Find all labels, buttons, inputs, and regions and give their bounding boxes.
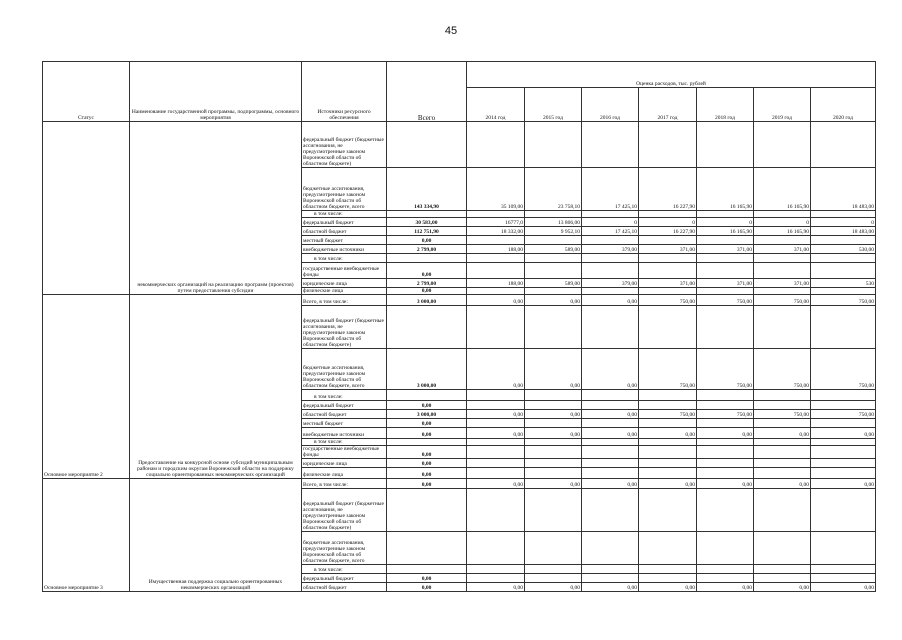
source-label: в том числе: bbox=[302, 390, 387, 401]
source-label: внебюджетные источники bbox=[302, 428, 387, 439]
table-row bbox=[43, 295, 876, 306]
year-value-cell bbox=[467, 468, 525, 479]
source-label: в том числе: bbox=[302, 211, 387, 218]
year-value-cell: 371,00 bbox=[697, 279, 754, 288]
year-value-cell bbox=[811, 439, 876, 446]
year-value-cell bbox=[811, 211, 876, 218]
year-value-cell: 0,00 bbox=[525, 479, 582, 489]
year-value-cell bbox=[811, 574, 876, 583]
year-value-cell bbox=[525, 489, 582, 532]
year-value-cell bbox=[754, 419, 811, 428]
year-value-cell bbox=[467, 489, 525, 532]
year-value-cell bbox=[811, 419, 876, 428]
total-cell: 0,00 bbox=[387, 468, 467, 479]
year-value-cell bbox=[754, 306, 811, 349]
year-value-cell: 589,00 bbox=[525, 245, 582, 254]
year-value-cell: 0,00 bbox=[467, 295, 525, 306]
year-value-cell: 0,00 bbox=[811, 428, 876, 439]
year-value-cell bbox=[811, 390, 876, 401]
year-value-cell bbox=[754, 263, 811, 279]
year-value-cell: 0,00 bbox=[582, 410, 639, 419]
year-value-cell: 750,00 bbox=[639, 295, 697, 306]
year-value-cell: 0 bbox=[639, 218, 697, 227]
year-value-cell: 16 227,90 bbox=[639, 227, 697, 236]
year-value-cell: 188,00 bbox=[467, 279, 525, 288]
year-value-cell: 188,00 bbox=[467, 245, 525, 254]
year-value-cell bbox=[754, 288, 811, 295]
year-value-cell: 750,00 bbox=[811, 349, 876, 390]
year-value-cell: 0,00 bbox=[811, 479, 876, 489]
year-value-cell bbox=[582, 439, 639, 446]
total-cell: 143 334,90 bbox=[387, 168, 467, 211]
year-value-cell: 16 165,90 bbox=[754, 168, 811, 211]
year-value-cell bbox=[811, 263, 876, 279]
year-value-cell: 16 165,90 bbox=[697, 168, 754, 211]
year-value-cell: 530,00 bbox=[811, 245, 876, 254]
year-value-cell bbox=[467, 211, 525, 218]
year-value-cell: 0,00 bbox=[525, 349, 582, 390]
year-value-cell bbox=[467, 390, 525, 401]
header-year: 2017 год bbox=[639, 88, 697, 122]
year-value-cell: 9 952,10 bbox=[525, 227, 582, 236]
year-value-cell bbox=[582, 236, 639, 245]
year-value-cell bbox=[467, 254, 525, 263]
year-value-cell bbox=[639, 122, 697, 168]
year-value-cell bbox=[467, 532, 525, 565]
year-value-cell bbox=[525, 574, 582, 583]
year-value-cell bbox=[582, 211, 639, 218]
header-year: 2019 год bbox=[754, 88, 811, 122]
year-value-cell: 0,00 bbox=[697, 479, 754, 489]
year-value-cell bbox=[697, 211, 754, 218]
year-value-cell bbox=[754, 459, 811, 468]
year-value-cell: 18 483,00 bbox=[811, 168, 876, 211]
year-value-cell bbox=[811, 122, 876, 168]
year-value-cell bbox=[467, 263, 525, 279]
total-cell: 0,00 bbox=[387, 401, 467, 410]
year-value-cell bbox=[525, 211, 582, 218]
year-value-cell bbox=[467, 401, 525, 410]
year-value-cell bbox=[754, 211, 811, 218]
block-name: Предоставление на конкурсной основе субсидий муниципальным районам и городским округам Воронежской области на поддержку социально ориентированных некоммерческих организаций bbox=[130, 295, 302, 479]
year-value-cell bbox=[754, 565, 811, 574]
header-year: 2015 год bbox=[525, 88, 582, 122]
header-sources: Источники ресурсного обеспечения bbox=[302, 62, 387, 122]
year-value-cell bbox=[811, 459, 876, 468]
year-value-cell: 0,00 bbox=[754, 583, 811, 592]
year-value-cell bbox=[525, 306, 582, 349]
year-value-cell bbox=[582, 459, 639, 468]
header-year: 2018 год bbox=[697, 88, 754, 122]
year-value-cell: 0,00 bbox=[467, 479, 525, 489]
year-value-cell bbox=[639, 263, 697, 279]
year-value-cell bbox=[582, 446, 639, 459]
source-label: бюджетные ассигнования, предусмотренные законом Воронежской области об областном бюджете, всего bbox=[302, 168, 387, 211]
year-value-cell: 16777,0 bbox=[467, 218, 525, 227]
year-value-cell bbox=[525, 254, 582, 263]
year-value-cell bbox=[811, 236, 876, 245]
year-value-cell bbox=[525, 401, 582, 410]
year-value-cell: 0 bbox=[754, 218, 811, 227]
year-value-cell: 750,00 bbox=[639, 349, 697, 390]
year-value-cell bbox=[697, 288, 754, 295]
year-value-cell bbox=[811, 532, 876, 565]
year-value-cell bbox=[582, 306, 639, 349]
year-value-cell bbox=[582, 263, 639, 279]
table-row bbox=[43, 122, 876, 168]
year-value-cell: 0,00 bbox=[467, 583, 525, 592]
year-value-cell bbox=[811, 446, 876, 459]
source-label: в том числе: bbox=[302, 254, 387, 263]
year-value-cell bbox=[525, 122, 582, 168]
year-value-cell: 0,00 bbox=[754, 428, 811, 439]
year-value-cell bbox=[582, 254, 639, 263]
year-value-cell bbox=[467, 236, 525, 245]
total-cell: 112 751,90 bbox=[387, 227, 467, 236]
year-value-cell bbox=[754, 468, 811, 479]
source-label: государственные внебюджетные фонды bbox=[302, 263, 387, 279]
year-value-cell bbox=[639, 419, 697, 428]
total-cell: 3 000,00 bbox=[387, 410, 467, 419]
header-status: Статус bbox=[43, 62, 130, 122]
total-cell: 3 000,00 bbox=[387, 349, 467, 390]
header-name: Наименование государственной программы, подпрограммы, основного мероприятия bbox=[130, 62, 302, 122]
year-value-cell: 18 483,00 bbox=[811, 227, 876, 236]
year-value-cell: 0,00 bbox=[525, 583, 582, 592]
total-cell bbox=[387, 254, 467, 263]
year-value-cell bbox=[754, 236, 811, 245]
year-value-cell: 0,00 bbox=[525, 295, 582, 306]
year-value-cell bbox=[467, 306, 525, 349]
source-label: бюджетные ассигнования, предусмотренные законом Воронежской области об областном бюджете, всего bbox=[302, 532, 387, 565]
year-value-cell: 0,00 bbox=[582, 479, 639, 489]
year-value-cell: 17 425,10 bbox=[582, 227, 639, 236]
year-value-cell bbox=[525, 236, 582, 245]
year-value-cell: 750,00 bbox=[697, 410, 754, 419]
year-value-cell bbox=[697, 468, 754, 479]
year-value-cell: 0 bbox=[697, 218, 754, 227]
year-value-cell bbox=[639, 439, 697, 446]
source-label: бюджетные ассигнования, предусмотренные законом Воронежской области об областном бюджете, всего bbox=[302, 349, 387, 390]
year-value-cell bbox=[697, 459, 754, 468]
year-value-cell bbox=[697, 263, 754, 279]
year-value-cell bbox=[754, 574, 811, 583]
year-value-cell: 0,00 bbox=[525, 410, 582, 419]
year-value-cell bbox=[582, 419, 639, 428]
year-value-cell bbox=[697, 574, 754, 583]
source-label: местный бюджет bbox=[302, 419, 387, 428]
year-value-cell: 750,00 bbox=[754, 410, 811, 419]
header-year: 2016 год bbox=[582, 88, 639, 122]
total-cell bbox=[387, 306, 467, 349]
year-value-cell: 0,00 bbox=[697, 583, 754, 592]
year-value-cell: 750,00 bbox=[697, 349, 754, 390]
year-value-cell: 0,00 bbox=[639, 479, 697, 489]
source-label: федеральный бюджет bbox=[302, 218, 387, 227]
year-value-cell bbox=[525, 390, 582, 401]
year-value-cell bbox=[754, 254, 811, 263]
year-value-cell bbox=[639, 211, 697, 218]
year-value-cell bbox=[811, 306, 876, 349]
source-label: федеральный бюджет (бюджетные ассигнования, не предусмотренные законом Воронежской области об областном бюджете) bbox=[302, 306, 387, 349]
year-value-cell: 0,00 bbox=[811, 583, 876, 592]
year-value-cell: 371,00 bbox=[639, 279, 697, 288]
year-value-cell bbox=[639, 236, 697, 245]
year-value-cell: 750,00 bbox=[639, 410, 697, 419]
year-value-cell: 371,00 bbox=[754, 279, 811, 288]
year-value-cell: 750,00 bbox=[811, 410, 876, 419]
year-value-cell bbox=[697, 446, 754, 459]
header-year: 2014 год bbox=[467, 88, 525, 122]
year-value-cell bbox=[697, 122, 754, 168]
source-label: местный бюджет bbox=[302, 236, 387, 245]
total-cell bbox=[387, 390, 467, 401]
year-value-cell: 589,00 bbox=[525, 279, 582, 288]
year-value-cell bbox=[697, 236, 754, 245]
year-value-cell bbox=[811, 489, 876, 532]
year-value-cell: 18 332,00 bbox=[467, 227, 525, 236]
year-value-cell: 16 227,90 bbox=[639, 168, 697, 211]
total-cell: 0,00 bbox=[387, 459, 467, 468]
year-value-cell: 0,00 bbox=[582, 295, 639, 306]
source-label: Всего, в том числе: bbox=[302, 295, 387, 306]
header-total: Всего bbox=[387, 62, 467, 122]
year-value-cell bbox=[525, 263, 582, 279]
year-value-cell bbox=[582, 468, 639, 479]
year-value-cell bbox=[697, 306, 754, 349]
header-estimate: Оценка расходов, тыс. рублей bbox=[467, 62, 876, 88]
year-value-cell bbox=[697, 254, 754, 263]
block-status: Основное мероприятие 3 bbox=[43, 479, 130, 592]
year-value-cell bbox=[639, 446, 697, 459]
year-value-cell: 16 165,90 bbox=[697, 227, 754, 236]
year-value-cell: 17 425,10 bbox=[582, 168, 639, 211]
year-value-cell bbox=[525, 446, 582, 459]
year-value-cell bbox=[639, 489, 697, 532]
source-label: областной бюджет bbox=[302, 227, 387, 236]
year-value-cell bbox=[639, 254, 697, 263]
year-value-cell: 0,00 bbox=[467, 410, 525, 419]
year-value-cell bbox=[467, 122, 525, 168]
total-cell bbox=[387, 489, 467, 532]
year-value-cell: 750,00 bbox=[697, 295, 754, 306]
year-value-cell: 0,00 bbox=[754, 479, 811, 489]
total-cell: 0,00 bbox=[387, 236, 467, 245]
table-row bbox=[43, 479, 876, 489]
year-value-cell bbox=[754, 532, 811, 565]
total-cell: 0,00 bbox=[387, 583, 467, 592]
year-value-cell: 371,00 bbox=[639, 245, 697, 254]
year-value-cell bbox=[811, 468, 876, 479]
year-value-cell bbox=[754, 401, 811, 410]
total-cell: 2 799,00 bbox=[387, 279, 467, 288]
budget-table bbox=[42, 61, 876, 592]
source-label: федеральный бюджет bbox=[302, 574, 387, 583]
year-value-cell: 35 109,00 bbox=[467, 168, 525, 211]
block-status bbox=[43, 122, 130, 295]
year-value-cell bbox=[754, 489, 811, 532]
year-value-cell bbox=[754, 390, 811, 401]
year-value-cell bbox=[811, 565, 876, 574]
total-cell: 30 583,00 bbox=[387, 218, 467, 227]
total-cell bbox=[387, 439, 467, 446]
year-value-cell: 0,00 bbox=[582, 349, 639, 390]
year-value-cell bbox=[639, 459, 697, 468]
total-cell: 2 799,00 bbox=[387, 245, 467, 254]
source-label: юридические лица bbox=[302, 459, 387, 468]
year-value-cell: 0,00 bbox=[639, 583, 697, 592]
year-value-cell bbox=[582, 565, 639, 574]
year-value-cell bbox=[582, 122, 639, 168]
source-label: федеральный бюджет (бюджетные ассигнования, не предусмотренные законом Воронежской области об областном бюджете) bbox=[302, 122, 387, 168]
year-value-cell: 0 bbox=[582, 218, 639, 227]
total-cell: 0,00 bbox=[387, 574, 467, 583]
year-value-cell bbox=[582, 288, 639, 295]
total-cell bbox=[387, 122, 467, 168]
year-value-cell bbox=[582, 574, 639, 583]
year-value-cell bbox=[811, 288, 876, 295]
year-value-cell bbox=[467, 446, 525, 459]
total-cell: 3 000,00 bbox=[387, 295, 467, 306]
year-value-cell bbox=[467, 574, 525, 583]
year-value-cell bbox=[639, 288, 697, 295]
page-number: 45 bbox=[444, 25, 458, 37]
year-value-cell bbox=[754, 122, 811, 168]
year-value-cell: 530 bbox=[811, 279, 876, 288]
year-value-cell bbox=[467, 419, 525, 428]
total-cell: 0,00 bbox=[387, 446, 467, 459]
total-cell: 0,00 bbox=[387, 479, 467, 489]
year-value-cell: 0,00 bbox=[697, 428, 754, 439]
year-value-cell bbox=[811, 254, 876, 263]
year-value-cell bbox=[697, 489, 754, 532]
year-value-cell: 13 806,00 bbox=[525, 218, 582, 227]
source-label: Всего, в том числе: bbox=[302, 479, 387, 489]
source-label: внебюджетные источники bbox=[302, 245, 387, 254]
year-value-cell bbox=[582, 390, 639, 401]
source-label: в том числе: bbox=[302, 439, 387, 446]
year-value-cell: 750,00 bbox=[811, 295, 876, 306]
year-value-cell bbox=[697, 419, 754, 428]
year-value-cell: 23 758,10 bbox=[525, 168, 582, 211]
total-cell: 0,00 bbox=[387, 428, 467, 439]
year-value-cell: 0,00 bbox=[467, 349, 525, 390]
total-cell bbox=[387, 211, 467, 218]
total-cell bbox=[387, 532, 467, 565]
total-cell bbox=[387, 565, 467, 574]
year-value-cell: 0,00 bbox=[525, 428, 582, 439]
year-value-cell bbox=[697, 565, 754, 574]
source-label: юридические лица bbox=[302, 279, 387, 288]
year-value-cell bbox=[639, 532, 697, 565]
source-label: физические лица bbox=[302, 468, 387, 479]
year-value-cell bbox=[639, 401, 697, 410]
year-value-cell: 16 165,90 bbox=[754, 227, 811, 236]
year-value-cell: 0,00 bbox=[467, 428, 525, 439]
year-value-cell: 371,00 bbox=[754, 245, 811, 254]
year-value-cell bbox=[639, 306, 697, 349]
year-value-cell bbox=[697, 532, 754, 565]
year-value-cell bbox=[754, 446, 811, 459]
year-value-cell: 371,00 bbox=[697, 245, 754, 254]
year-value-cell bbox=[467, 288, 525, 295]
total-cell: 0,00 bbox=[387, 419, 467, 428]
year-value-cell bbox=[525, 439, 582, 446]
year-value-cell bbox=[467, 565, 525, 574]
year-value-cell: 0 bbox=[811, 218, 876, 227]
year-value-cell bbox=[525, 565, 582, 574]
year-value-cell bbox=[811, 401, 876, 410]
year-value-cell bbox=[754, 439, 811, 446]
year-value-cell bbox=[697, 439, 754, 446]
table-body bbox=[43, 122, 876, 592]
block-name: некоммерческих организаций на реализацию программ (проектов) путем предоставления субсидии bbox=[130, 122, 302, 295]
source-label: федеральный бюджет bbox=[302, 401, 387, 410]
total-cell: 0,00 bbox=[387, 288, 467, 295]
source-label: государственные внебюджетные фонды bbox=[302, 446, 387, 459]
block-status: Основное мероприятие 2 bbox=[43, 295, 130, 479]
year-value-cell bbox=[639, 390, 697, 401]
year-value-cell bbox=[639, 565, 697, 574]
year-value-cell bbox=[525, 468, 582, 479]
block-name: Имущественная поддержка социально ориентированных некоммерческих организаций bbox=[130, 479, 302, 592]
year-value-cell bbox=[467, 439, 525, 446]
header-year: 2020 год bbox=[811, 88, 876, 122]
year-value-cell: 379,00 bbox=[582, 279, 639, 288]
total-cell: 0,00 bbox=[387, 263, 467, 279]
year-value-cell bbox=[582, 401, 639, 410]
source-label: в том числе: bbox=[302, 565, 387, 574]
year-value-cell bbox=[467, 459, 525, 468]
year-value-cell: 750,00 bbox=[754, 295, 811, 306]
year-value-cell: 0,00 bbox=[639, 428, 697, 439]
year-value-cell bbox=[639, 574, 697, 583]
year-value-cell bbox=[639, 468, 697, 479]
year-value-cell bbox=[582, 532, 639, 565]
source-label: областной бюджет bbox=[302, 583, 387, 592]
year-value-cell: 750,00 bbox=[754, 349, 811, 390]
source-label: физические лица bbox=[302, 288, 387, 295]
year-value-cell: 0,00 bbox=[582, 583, 639, 592]
year-value-cell: 0,00 bbox=[582, 428, 639, 439]
year-value-cell bbox=[582, 489, 639, 532]
year-value-cell: 379,00 bbox=[582, 245, 639, 254]
year-value-cell bbox=[525, 459, 582, 468]
year-value-cell bbox=[697, 390, 754, 401]
year-value-cell bbox=[525, 532, 582, 565]
year-value-cell bbox=[525, 419, 582, 428]
year-value-cell bbox=[525, 288, 582, 295]
source-label: областной бюджет bbox=[302, 410, 387, 419]
source-label: федеральный бюджет (бюджетные ассигнования, не предусмотренные законом Воронежской области об областном бюджете) bbox=[302, 489, 387, 532]
year-value-cell bbox=[697, 401, 754, 410]
